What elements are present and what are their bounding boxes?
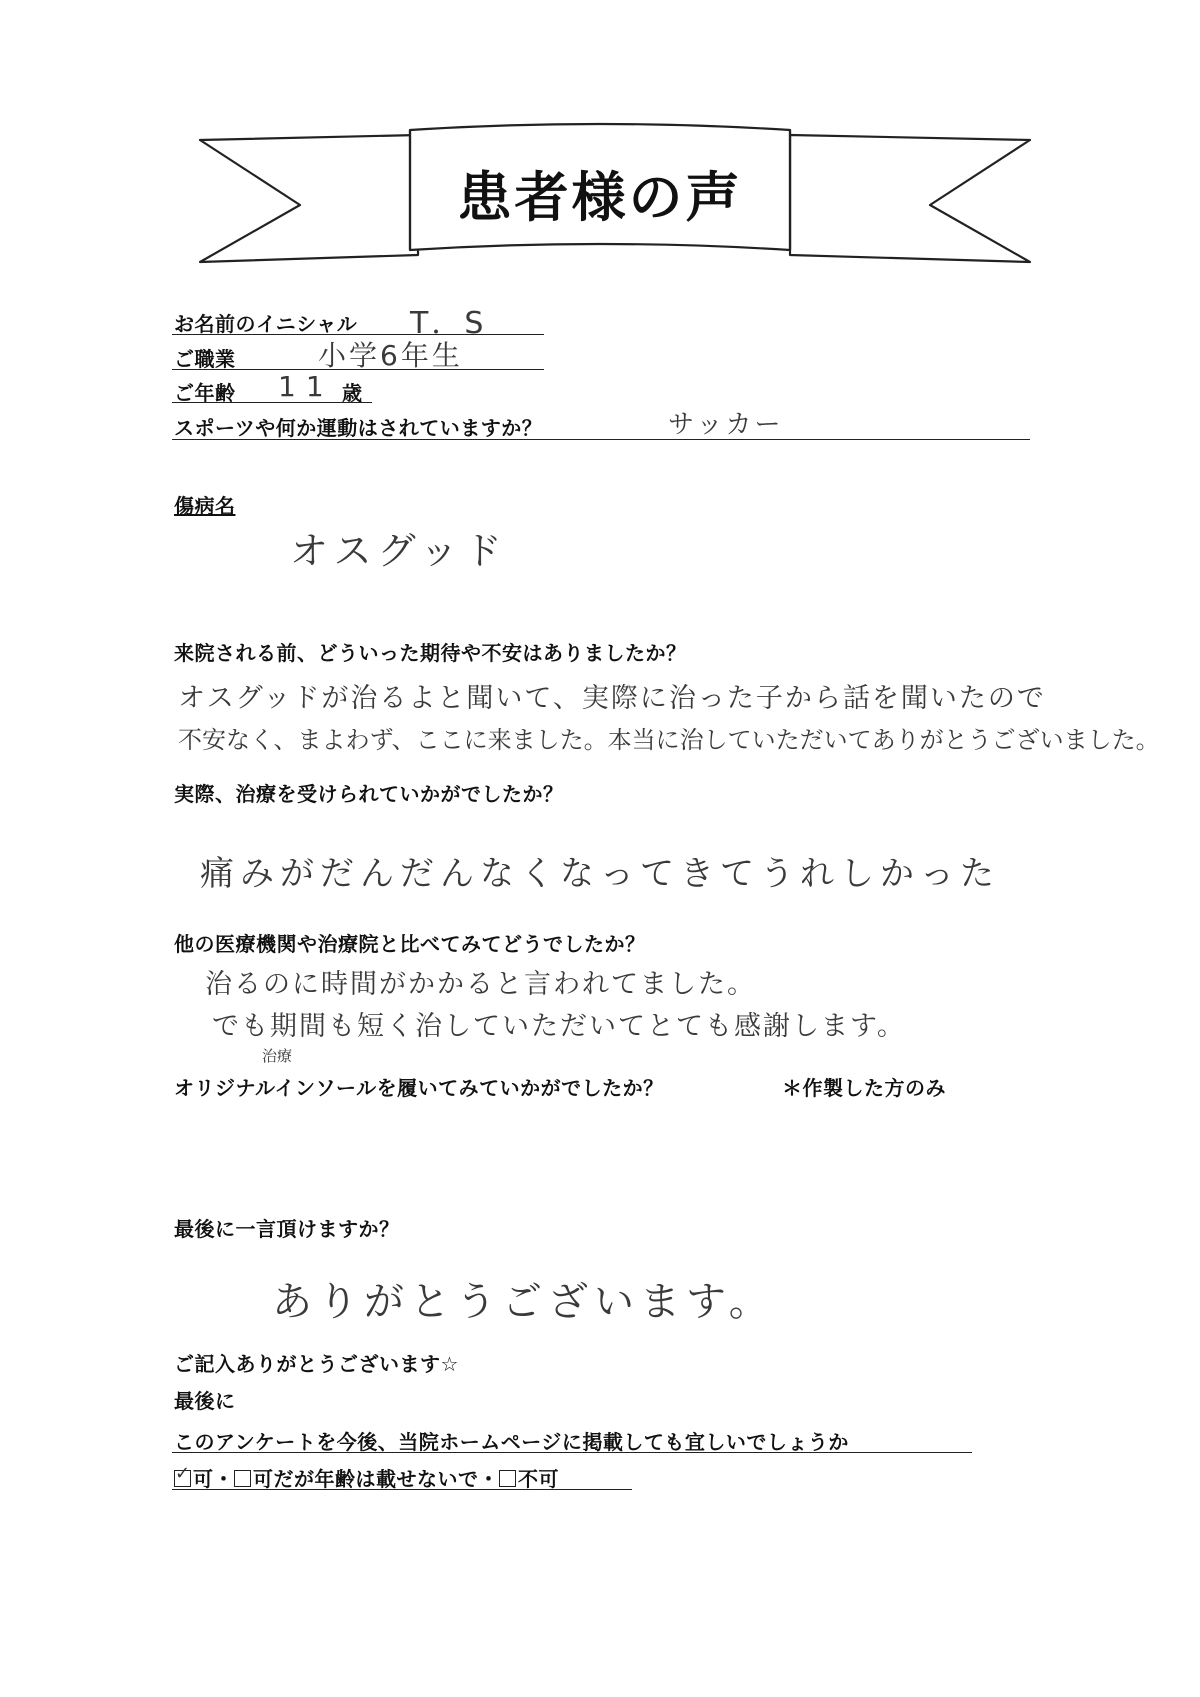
initials-label: お名前のイニシャル [174, 312, 358, 336]
permission-options [174, 1463, 559, 1492]
permission-underline [172, 1452, 972, 1453]
sports-underline [172, 439, 1030, 440]
option-allow-no-age-label: 可だが年齢は載せないで [253, 1467, 479, 1491]
separator: ・ [478, 1467, 499, 1491]
q1-question: 来院される前、どういった期待や不安はありましたか？ [174, 641, 687, 665]
injury-value: オスグッド [290, 529, 508, 573]
q4-question: オリジナルインソールを履いてみていかがでしたか？ [174, 1076, 664, 1100]
permission-question: このアンケートを今後、当院ホームページに掲載しても宜しいでしょうか [174, 1430, 849, 1454]
q5-question: 最後に一言頂けますか？ [174, 1217, 400, 1241]
q3-answer-line2: でも期間も短く治していただいてとても感謝します。 [212, 1011, 906, 1042]
occupation-value: 小学6年生 [318, 339, 463, 372]
injury-label: 傷病名 [174, 494, 236, 518]
sports-label: スポーツや何か運動はされていますか？ [174, 416, 543, 440]
age-unit: 歳 [342, 381, 363, 405]
options-underline [172, 1489, 632, 1490]
occupation-underline [172, 369, 544, 370]
q2-answer: 痛みがだんだんなくなってきてうれしかった [200, 854, 1000, 894]
option-deny-label: 不可 [518, 1467, 559, 1491]
closing-last: 最後に [174, 1389, 236, 1413]
ribbon-left-tail [200, 135, 418, 262]
title-ribbon [0, 0, 1200, 300]
q5-answer: ありがとうございます。 [272, 1279, 775, 1325]
occupation-label: ご職業 [174, 347, 236, 371]
closing-thanks: ご記入ありがとうございます☆ [174, 1352, 459, 1376]
page-title: 患者様の声 [457, 166, 743, 229]
initials-value: T．S [410, 306, 487, 341]
q1-answer-line2: 不安なく、まよわず、ここに来ました。本当に治していただいてありがとうございました。 [178, 726, 1160, 754]
option-allow-no-age-checkbox[interactable] [234, 1470, 251, 1487]
option-deny-checkbox[interactable] [499, 1470, 516, 1487]
q3-answer-line1: 治るのに時間がかかると言われてました。 [205, 969, 756, 1000]
ribbon-right-tail [790, 135, 1030, 262]
q3-question: 他の医療機関や治療院と比べてみてどうでしたか？ [174, 932, 646, 956]
q2-question: 実際、治療を受けられていかがでしたか？ [174, 782, 564, 806]
q1-answer-line1: オスグッドが治るよと聞いて、実際に治った子から話を聞いたので [178, 683, 1046, 714]
q3-insertion: 治療 [262, 1047, 293, 1065]
option-allow-checkbox[interactable] [174, 1463, 191, 1487]
q4-note: ＊作製した方のみ [782, 1076, 946, 1100]
age-value: 11 [278, 370, 334, 403]
age-label: ご年齢 [174, 381, 236, 405]
check-mark-icon: ✓ [175, 1463, 191, 1484]
separator: ・ [213, 1467, 234, 1491]
sports-value: サッカー [668, 410, 784, 440]
age-underline [172, 402, 372, 403]
option-allow-label: 可 [193, 1467, 214, 1491]
